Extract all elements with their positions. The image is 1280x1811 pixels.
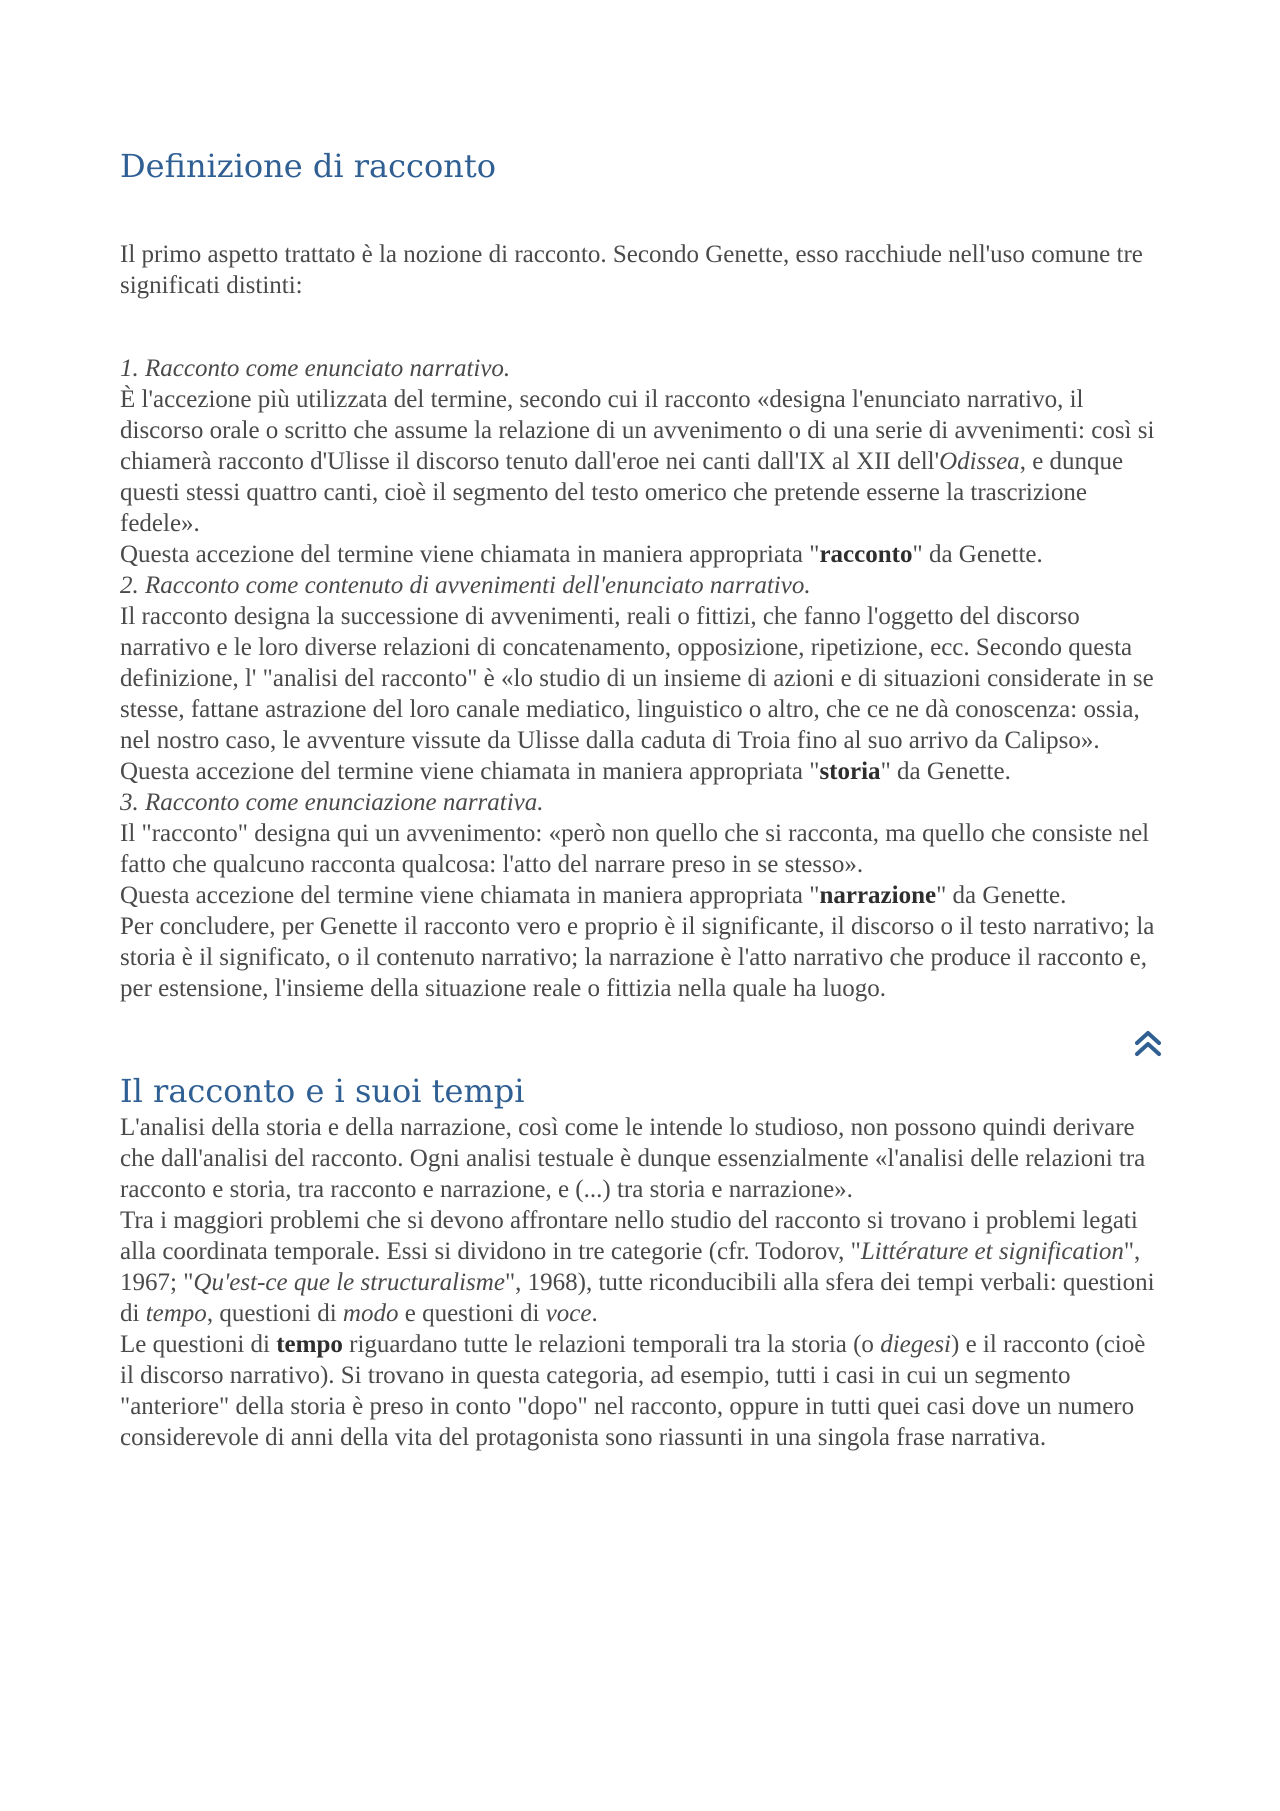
term-narrazione: narrazione <box>819 882 937 909</box>
item3-paragraph: Il "racconto" designa qui un avvenimento: «però non quello che si racconta, ma quello che consiste nel fatto che qualcuno racconta qualcosa: l'atto del narrare preso in se stesso». <box>120 820 1150 878</box>
section2-paragraph-2: Tra i maggiori problemi che si devono affrontare nello studio del racconto si trovano i problemi legati alla coordinata temporale. Essi si dividono in tre categorie (cfr. Todorov, "Littérature et signification", 1967; "Qu'est-ce que le structuralisme", 1968), tutte riconducibili alla sfera dei tempi verbali: questioni di tempo, questioni di modo e questioni di voce. <box>120 1207 1155 1327</box>
odissea-title: Odissea <box>939 448 1020 475</box>
item3-term-line: Questa accezione del termine viene chiamata in maniera appropriata "narrazione" da Genette. <box>120 882 1067 909</box>
term-tempo: tempo <box>276 1331 343 1358</box>
item2-heading: 2. Racconto come contenuto di avvenimenti dell'enunciato narrativo. <box>120 572 811 599</box>
item2-term-line: Questa accezione del termine viene chiamata in maniera appropriata "storia" da Genette. <box>120 758 1011 785</box>
item2-paragraph: Il racconto designa la successione di avvenimenti, reali o fittizi, che fanno l'oggetto del discorso narrativo e le loro diverse relazioni di concatenamento, opposizione, ripetizione, ecc. Secondo questa definizione, l' "analisi del racconto" è «lo studio di un insieme di azioni e di situazioni considerate in se stesse, fattane astrazione del loro canale mediatico, linguistico o altro, che ce ne dà conoscenza: ossia, nel nostro caso, le avventure vissute da Ulisse dalla caduta di Troia fino al suo arrivo da Calipso». <box>120 603 1154 754</box>
back-to-top-button[interactable] <box>1131 1026 1165 1060</box>
term-diegesi: diegesi <box>880 1331 952 1358</box>
item1-heading: 1. Racconto come enunciato narrativo. <box>120 355 511 382</box>
term-racconto: racconto <box>819 541 913 568</box>
work-title-litterature: Littérature et signification <box>860 1238 1124 1265</box>
section-title-definizione: Definizione di racconto <box>120 147 496 185</box>
item3-heading: 3. Racconto come enunciazione narrativa. <box>120 789 544 816</box>
section2-header <box>120 1056 1165 1112</box>
term-storia: storia <box>819 758 881 785</box>
document-content <box>120 145 1165 1453</box>
intro-paragraph: Il primo aspetto trattato è la nozione di racconto. Secondo Genette, esso racchiude nell'uso comune tre significati distinti: <box>120 241 1143 299</box>
section2-paragraph-3: Le questioni di tempo riguardano tutte le relazioni temporali tra la storia (o diegesi) e il racconto (cioè il discorso narrativo). Si trovano in questa categoria, ad esempio, tutti i casi in cui un segmento "anteriore" della storia è preso in conto "dopo" nel racconto, oppure in tutti quei casi dove un numero considerevole di anni della vita del protagonista sono riassunti in una singola frase narrativa. <box>120 1331 1146 1451</box>
double-chevron-up-icon <box>1131 1026 1165 1060</box>
section2-paragraph-1: L'analisi della storia e della narrazione, così come le intende lo studioso, non possono quindi derivare che dall'analisi del racconto. Ogni analisi testuale è dunque essenzialmente «l'analisi delle relazioni tra racconto e storia, tra racconto e narrazione, e (...) tra storia e narrazione». <box>120 1114 1146 1203</box>
conclusion-paragraph: Per concludere, per Genette il racconto vero e proprio è il significante, il discorso o il testo narrativo; la storia è il significato, o il contenuto narrativo; la narrazione è l'atto narrativo che produce il racconto e, per estensione, l'insieme della situazione reale o fittizia nella quale ha luogo. <box>120 913 1155 1002</box>
work-title-structuralisme: Qu'est-ce que le structuralisme <box>193 1269 505 1296</box>
item1-paragraph: È l'accezione più utilizzata del termine, secondo cui il racconto «designa l'enunciato narrativo, il discorso orale o scritto che assume la relazione di un avvenimento o di una serie di avvenimenti: così si chiamerà racconto d'Ulisse il discorso tenuto dall'eroe nei canti dall'IX al XII dell'Odissea, e dunque questi stessi quattro canti, cioè il segmento del testo omerico che pretende esserne la trascrizione fedele». <box>120 386 1155 537</box>
section-title-tempi: Il racconto e i suoi tempi <box>120 1072 525 1110</box>
item1-term-line: Questa accezione del termine viene chiamata in maniera appropriata "racconto" da Genette. <box>120 541 1043 568</box>
